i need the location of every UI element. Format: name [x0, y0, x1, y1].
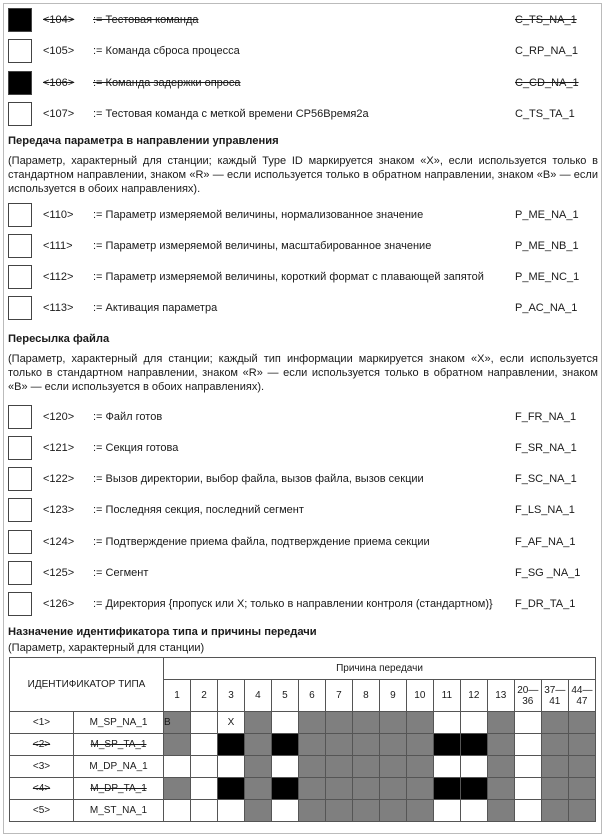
type-checkbox[interactable] [8, 39, 32, 63]
checkbox-row [8, 102, 598, 128]
type-checkbox[interactable] [8, 234, 32, 258]
type-description: := Команда сброса процесса [93, 45, 240, 57]
cause-cell[interactable] [379, 778, 406, 800]
checkbox-row [8, 71, 598, 97]
cause-cell[interactable] [541, 734, 568, 756]
checkbox-row [8, 405, 598, 431]
cause-cell[interactable] [514, 756, 541, 778]
type-name-cell: M_DP_NA_1 [74, 756, 164, 778]
cause-cell[interactable] [514, 712, 541, 734]
cause-cell[interactable] [191, 778, 218, 800]
cause-cell[interactable] [460, 734, 487, 756]
type-description: := Параметр измеряемой величины, нормализованное значение [93, 209, 424, 221]
cause-cell[interactable] [352, 778, 379, 800]
cause-cell[interactable] [271, 734, 298, 756]
type-code-cell: <5> [10, 800, 74, 822]
cause-cell[interactable] [164, 756, 191, 778]
type-checkbox[interactable] [8, 467, 32, 491]
cause-cell[interactable] [460, 778, 487, 800]
cause-cell[interactable] [352, 756, 379, 778]
cause-cell[interactable] [433, 800, 460, 822]
type-code: <104> [43, 14, 75, 26]
type-code: <107> [43, 108, 75, 120]
type-description: := Тестовая команда [93, 14, 199, 26]
cause-cell[interactable] [433, 712, 460, 734]
cause-cell[interactable] [191, 712, 218, 734]
type-abbreviation: C_TS_TA_1 [515, 108, 575, 120]
type-abbreviation: F_DR_TA_1 [515, 598, 576, 610]
type-abbreviation: P_ME_NB_1 [515, 240, 579, 252]
cause-column-header: 11 [433, 680, 460, 712]
cause-cell[interactable] [298, 756, 325, 778]
type-abbreviation: C_TS_NA_1 [515, 14, 577, 26]
cause-cell[interactable] [379, 712, 406, 734]
type-row [10, 734, 596, 756]
checkbox-row [8, 467, 598, 493]
type-description: := Параметр измеряемой величины, короткий формат с плавающей запятой [93, 271, 484, 283]
type-description: := Команда задержки опроса [93, 77, 241, 89]
type-code-cell: <3> [10, 756, 74, 778]
type-checkbox[interactable] [8, 405, 32, 429]
type-code: <124> [43, 536, 75, 548]
cause-cell[interactable] [271, 756, 298, 778]
type-checkbox[interactable] [8, 530, 32, 554]
cause-cell[interactable] [433, 734, 460, 756]
type-abbreviation: C_CD_NA_1 [515, 77, 579, 89]
type-code: <120> [43, 411, 75, 423]
cause-cell[interactable] [568, 756, 595, 778]
type-code-cell: <1> [10, 712, 74, 734]
type-row [10, 800, 596, 822]
cause-column-header: 10 [406, 680, 433, 712]
type-abbreviation: P_AC_NA_1 [515, 302, 578, 314]
type-abbreviation: P_ME_NA_1 [515, 209, 579, 221]
cause-cell[interactable]: B [164, 712, 191, 734]
checkbox-row [8, 203, 598, 229]
cause-cell[interactable] [217, 756, 244, 778]
cause-cell[interactable] [244, 712, 271, 734]
cause-cell[interactable] [406, 800, 433, 822]
type-checkbox[interactable] [8, 498, 32, 522]
cause-cell[interactable] [460, 800, 487, 822]
cause-cell[interactable] [433, 778, 460, 800]
cause-cell[interactable] [406, 712, 433, 734]
type-abbreviation: F_SR_NA_1 [515, 442, 577, 454]
cause-cell[interactable] [298, 778, 325, 800]
cause-cell[interactable] [487, 712, 514, 734]
cause-column-header: 1 [164, 680, 191, 712]
cause-cell[interactable] [271, 712, 298, 734]
cause-column-header: 13 [487, 680, 514, 712]
type-description: := Последняя секция, последний сегмент [93, 504, 304, 516]
cause-column-header: 12 [460, 680, 487, 712]
checkbox-row [8, 561, 598, 587]
cause-column-header: 6 [298, 680, 325, 712]
cause-cell[interactable] [325, 734, 352, 756]
cause-column-header: 5 [271, 680, 298, 712]
cause-cell[interactable]: X [217, 712, 244, 734]
cause-cell[interactable] [406, 778, 433, 800]
cause-cell[interactable] [379, 800, 406, 822]
type-checkbox[interactable] [8, 102, 32, 126]
cause-cell[interactable] [271, 778, 298, 800]
type-abbreviation: F_SC_NA_1 [515, 473, 577, 485]
cause-cell[interactable] [460, 756, 487, 778]
type-description: := Файл готов [93, 411, 163, 423]
cause-cell[interactable] [514, 778, 541, 800]
type-description: := Директория {пропуск или X; только в направлении контроля (стандартном)} [93, 598, 493, 610]
cause-cell[interactable] [541, 800, 568, 822]
type-code: <123> [43, 504, 75, 516]
cause-cell[interactable] [325, 800, 352, 822]
file-note: (Параметр, характерный для станции; каждый тип информации маркируется знаком «X», если используется только в стандартном направлении, знаком «R» — если используется только в обратном направлении, знаком «B» — если используется в обоих направлениях). [8, 353, 598, 393]
cause-header: Причина передачи [164, 658, 596, 680]
type-code: <125> [43, 567, 75, 579]
cause-cell[interactable] [406, 756, 433, 778]
param-heading: Передача параметра в направлении управления [8, 135, 279, 147]
cause-cell[interactable] [271, 800, 298, 822]
cause-column-header: 37— 41 [541, 680, 568, 712]
cause-cell[interactable] [514, 800, 541, 822]
cause-cell[interactable] [379, 756, 406, 778]
type-checkbox[interactable] [8, 203, 32, 227]
cause-cell[interactable] [541, 778, 568, 800]
type-code: <126> [43, 598, 75, 610]
type-abbreviation: F_SG _NA_1 [515, 567, 581, 579]
type-checkbox[interactable] [8, 71, 32, 95]
file-heading: Пересылка файла [8, 333, 110, 345]
cause-cell[interactable] [325, 778, 352, 800]
cause-cell[interactable] [244, 778, 271, 800]
cause-cell[interactable] [514, 734, 541, 756]
cause-cell[interactable] [217, 734, 244, 756]
cause-cell[interactable] [298, 734, 325, 756]
type-code-cell: <2> [10, 734, 74, 756]
cause-cell[interactable] [487, 756, 514, 778]
cause-cell[interactable] [568, 800, 595, 822]
type-description: := Параметр измеряемой величины, масштабированное значение [93, 240, 432, 252]
cause-cell[interactable] [352, 712, 379, 734]
type-abbreviation: F_LS_NA_1 [515, 504, 575, 516]
cause-cell[interactable] [325, 756, 352, 778]
type-description: := Активация параметра [93, 302, 218, 314]
cause-cell[interactable] [487, 778, 514, 800]
cause-cell[interactable] [568, 712, 595, 734]
type-description: := Вызов директории, выбор файла, вызов файла, вызов секции [93, 473, 424, 485]
type-code: <106> [43, 77, 75, 89]
checkbox-row [8, 8, 598, 34]
type-code: <112> [43, 271, 74, 283]
cause-column-header: 8 [352, 680, 379, 712]
cause-cell[interactable] [568, 734, 595, 756]
type-code: <121> [43, 442, 75, 454]
cause-cell[interactable] [244, 756, 271, 778]
type-code: <105> [43, 45, 75, 57]
cause-cell[interactable] [164, 734, 191, 756]
type-description: := Сегмент [93, 567, 149, 579]
cause-cell[interactable] [352, 734, 379, 756]
cause-cell[interactable] [298, 800, 325, 822]
cause-cell[interactable] [541, 756, 568, 778]
cause-column-header: 4 [244, 680, 271, 712]
type-abbreviation: P_ME_NC_1 [515, 271, 580, 283]
cause-column-header: 2 [191, 680, 218, 712]
param-note: (Параметр, характерный для станции; каждый Type ID маркируется знаком «X», если используется только в стандартном направлении, знаком «R» — если используется только в обратном направлении, знаком «B» — если используется в обоих направлениях). [8, 155, 598, 195]
checkbox-row [8, 234, 598, 260]
checkbox-row [8, 39, 598, 65]
type-row [10, 712, 596, 734]
checkbox-row [8, 436, 598, 462]
type-checkbox[interactable] [8, 296, 32, 320]
checkbox-row [8, 296, 598, 322]
type-name-cell: M_SP_TA_1 [74, 734, 164, 756]
type-abbreviation: F_AF_NA_1 [515, 536, 576, 548]
cause-cell[interactable] [164, 778, 191, 800]
type-name-cell: M_SP_NA_1 [74, 712, 164, 734]
checkbox-row [8, 530, 598, 556]
type-code: <110> [43, 209, 74, 221]
cause-cell[interactable] [244, 734, 271, 756]
cause-cell[interactable] [325, 712, 352, 734]
type-name-cell: M_DP_TA_1 [74, 778, 164, 800]
cause-cell[interactable] [191, 800, 218, 822]
cause-cell[interactable] [217, 800, 244, 822]
type-description: := Тестовая команда с меткой времени CP56Время2a [93, 108, 369, 120]
type-header: ИДЕНТИФИКАТОР ТИПА [10, 658, 164, 712]
cause-column-header: 20— 36 [514, 680, 541, 712]
cause-column-header: 7 [325, 680, 352, 712]
type-row [10, 778, 596, 800]
cause-column-header: 9 [379, 680, 406, 712]
type-code-cell: <4> [10, 778, 74, 800]
type-description: := Секция готова [93, 442, 179, 454]
type-abbreviation: F_FR_NA_1 [515, 411, 577, 423]
type-row [10, 756, 596, 778]
cause-cell[interactable] [217, 778, 244, 800]
cause-cell[interactable] [244, 800, 271, 822]
cause-cell[interactable] [460, 712, 487, 734]
cause-cell[interactable] [433, 756, 460, 778]
type-checkbox[interactable] [8, 436, 32, 460]
type-code: <113> [43, 302, 74, 314]
cause-cell[interactable] [352, 800, 379, 822]
cause-cell[interactable] [191, 734, 218, 756]
assign-note: (Параметр, характерный для станции) [8, 642, 205, 654]
type-cause-table [9, 657, 596, 822]
cause-cell[interactable] [568, 778, 595, 800]
cause-cell[interactable] [541, 712, 568, 734]
cause-column-header: 3 [217, 680, 244, 712]
type-name-cell: M_ST_NA_1 [74, 800, 164, 822]
cause-cell[interactable] [379, 734, 406, 756]
cause-cell[interactable] [164, 800, 191, 822]
checkbox-row [8, 265, 598, 291]
type-checkbox[interactable] [8, 8, 32, 32]
checkbox-row [8, 498, 598, 524]
type-checkbox[interactable] [8, 265, 32, 289]
cause-cell[interactable] [487, 800, 514, 822]
type-checkbox[interactable] [8, 592, 32, 616]
type-description: := Подтверждение приема файла, подтверждение приема секции [93, 536, 430, 548]
cause-cell[interactable] [191, 756, 218, 778]
type-checkbox[interactable] [8, 561, 32, 585]
cause-cell[interactable] [487, 734, 514, 756]
cause-column-header: 44— 47 [568, 680, 595, 712]
type-code: <122> [43, 473, 75, 485]
assign-heading: Назначение идентификатора типа и причины передачи [8, 626, 317, 638]
type-abbreviation: C_RP_NA_1 [515, 45, 578, 57]
cause-cell[interactable] [406, 734, 433, 756]
cause-cell[interactable] [298, 712, 325, 734]
checkbox-row [8, 592, 598, 618]
type-code: <111> [43, 240, 73, 252]
